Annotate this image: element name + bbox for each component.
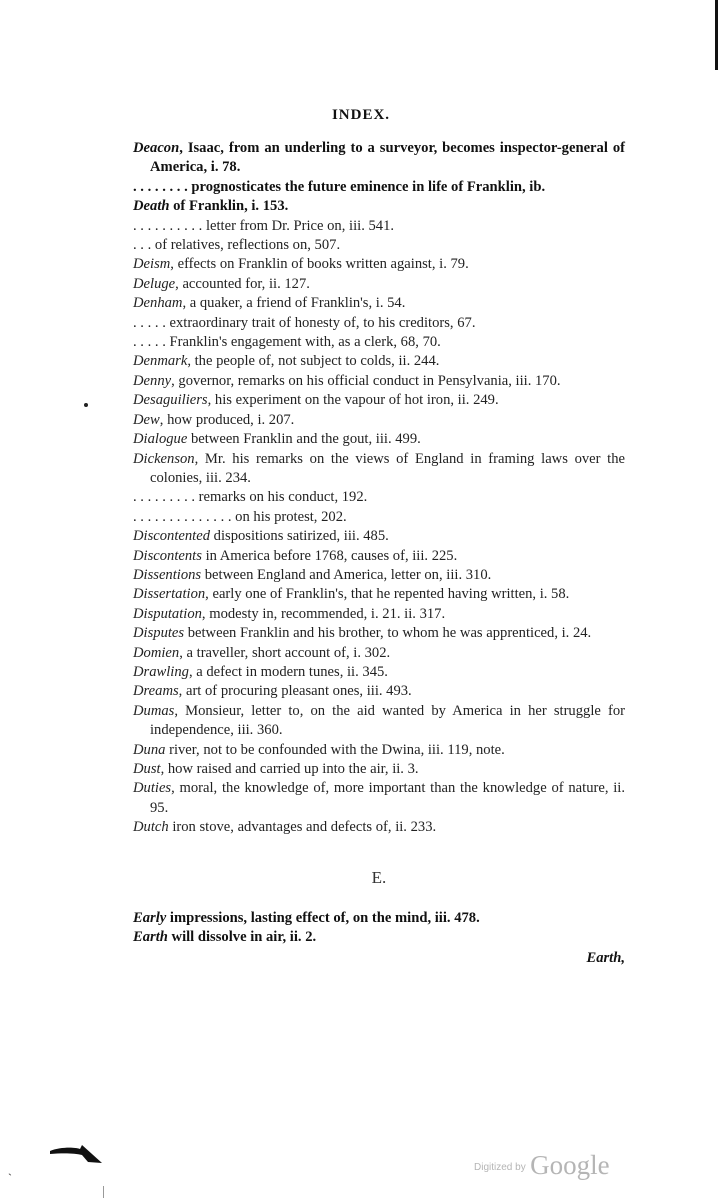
entry-headword: Early [133, 910, 167, 927]
index-entries-e [133, 909, 625, 948]
entry-headword: Disputation [133, 605, 202, 622]
index-entry [133, 255, 625, 274]
index-entry [133, 236, 625, 255]
entry-text: . . . . . . . . . remarks on his conduct, 192. [133, 489, 368, 506]
entry-headword: Deacon [133, 140, 180, 156]
entry-text: , how raised and carried up into the air, ii. 3. [160, 761, 419, 777]
entry-headword: Desaguiliers [133, 392, 208, 409]
watermark-prefix: Digitized by [474, 1162, 526, 1173]
entry-text: , the people of, not subject to colds, ii. 244. [187, 353, 440, 370]
index-entry [133, 741, 625, 760]
entry-text: between Franklin and the gout, iii. 499. [187, 431, 421, 448]
entry-headword: Duties [133, 780, 172, 797]
entry-text: . . . . . Franklin's engagement with, as a clerk, 68, 70. [133, 334, 441, 351]
entry-text: . . . of relatives, reflections on, 507. [133, 237, 341, 254]
index-entry [133, 139, 625, 178]
index-entry [133, 779, 625, 818]
index-entry [133, 430, 625, 449]
entry-headword: Dissentions [133, 566, 202, 583]
index-entry [133, 818, 625, 837]
index-entry [133, 663, 625, 682]
entry-text: dispositions satirized, iii. 485. [210, 528, 389, 545]
entry-headword: Dickenson [133, 450, 195, 467]
index-entry [133, 488, 625, 507]
entry-text: , modesty in, recommended, i. 21. ii. 317. [201, 605, 446, 622]
entry-headword: Discontented [133, 528, 211, 545]
entry-text: . . . . . . . . . . letter from Dr. Price on, iii. 541. [133, 217, 395, 234]
entry-text: . . . . . extraordinary trait of honesty of, to his creditors, 67. [133, 314, 476, 331]
index-entry [133, 352, 625, 371]
entry-text: , his experiment on the vapour of hot iron, ii. 249. [207, 392, 499, 409]
entry-text: between Franklin and his brother, to whom he was apprenticed, i. 24. [184, 625, 592, 642]
entry-text: , Isaac, from an underling to a surveyor, becomes inspector-general of America, i. 78. [150, 140, 625, 176]
entry-text: between England and America, letter on, iii. 310. [201, 566, 492, 583]
entry-headword: Drawling [133, 663, 189, 680]
entry-headword: Death [133, 198, 170, 215]
entry-text: river, not to be confounded with the Dwina, iii. 119, note. [165, 741, 505, 758]
index-entry [133, 508, 625, 527]
entry-text: , art of procuring pleasant ones, iii. 493. [178, 683, 412, 700]
index-entries-d [133, 139, 625, 838]
index-entry [133, 928, 625, 947]
entry-headword: Dumas [133, 702, 175, 719]
entry-text: , accounted for, ii. 127. [175, 275, 310, 292]
entry-headword: Deluge [133, 275, 176, 292]
index-entry [133, 314, 625, 333]
entry-text: of Franklin, i. 153. [169, 198, 289, 215]
catchword: Earth, [586, 949, 625, 966]
index-entry [133, 566, 625, 585]
entry-text: will dissolve in air, ii. 2. [167, 929, 317, 946]
entry-headword: Dew [133, 411, 160, 428]
index-entry [133, 585, 625, 604]
entry-headword: Duna [133, 741, 166, 758]
entry-headword: Denham [133, 295, 183, 312]
google-watermark [474, 1150, 610, 1181]
entry-text: , a defect in modern tunes, ii. 345. [188, 663, 388, 680]
index-entry [133, 294, 625, 313]
entry-text: . . . . . . . . . . . . . . on his protest, 202. [133, 508, 347, 525]
index-entry [133, 644, 625, 663]
index-entry [133, 178, 625, 197]
entry-text: impressions, lasting effect of, on the mind, iii. 478. [166, 910, 480, 927]
index-entry [133, 682, 625, 701]
entry-headword: Disputes [133, 625, 185, 642]
index-entry [133, 333, 625, 352]
entry-headword: Dreams [133, 683, 179, 700]
entry-text: in America before 1768, causes of, iii. 225. [201, 547, 458, 564]
index-entry [133, 275, 625, 294]
entry-text: , Mr. his remarks on the views of England in framing laws over the colonies, iii. 234. [150, 450, 625, 486]
index-entry [133, 760, 625, 779]
index-entry [133, 547, 625, 566]
index-entry [133, 372, 625, 391]
entry-headword: Dialogue [133, 431, 188, 448]
entry-text: , how produced, i. 207. [159, 411, 295, 428]
section-letter-e: E. [371, 867, 387, 887]
index-entry [133, 197, 625, 216]
corner-mark: ˎ [8, 1162, 12, 1176]
entry-text: , a quaker, a friend of Franklin's, i. 54. [182, 295, 406, 312]
entry-headword: Discontents [133, 547, 202, 564]
index-entry [133, 411, 625, 430]
entry-headword: Denny [133, 372, 172, 389]
entry-headword: Dust [133, 761, 161, 777]
index-entry [133, 605, 625, 624]
entry-headword: Dissertation [133, 586, 206, 603]
entry-text: , moral, the knowledge of, more important than the knowledge of nature, ii. 95. [150, 780, 625, 816]
page-edge-mark [715, 0, 718, 70]
margin-dot [84, 403, 88, 407]
entry-text: iron stove, advantages and defects of, ii. 233. [168, 819, 437, 836]
index-entry [133, 391, 625, 410]
entry-headword: Deism [133, 256, 171, 273]
index-entry [133, 217, 625, 236]
entry-headword: Domien [133, 644, 180, 661]
entry-headword: Earth [133, 929, 168, 946]
index-entry [133, 624, 625, 643]
entry-text: , effects on Franklin of books written against, i. 79. [170, 256, 469, 273]
index-entry [133, 909, 625, 928]
entry-headword: Denmark [133, 353, 188, 370]
watermark-brand: Google [530, 1150, 610, 1180]
running-head: INDEX. [331, 107, 391, 123]
entry-headword: Dutch [133, 819, 169, 836]
index-entry [133, 450, 625, 489]
entry-text: , a traveller, short account of, i. 302. [179, 644, 391, 661]
index-entry [133, 702, 625, 741]
entry-text: , governor, remarks on his official conduct in Pensylvania, iii. 170. [171, 372, 561, 389]
index-entry [133, 527, 625, 546]
entry-text: . . . . . . . . prognosticates the future eminence in life of Franklin, ib. [133, 178, 546, 195]
thumb-mark [48, 1145, 104, 1167]
index-column [133, 139, 625, 968]
entry-text: , Monsieur, letter to, on the aid wanted by America in her struggle for independence, iii. 360. [150, 702, 625, 739]
page-tick [103, 1186, 104, 1198]
entry-text: , early one of Franklin's, that he repented having written, i. 58. [205, 586, 570, 603]
